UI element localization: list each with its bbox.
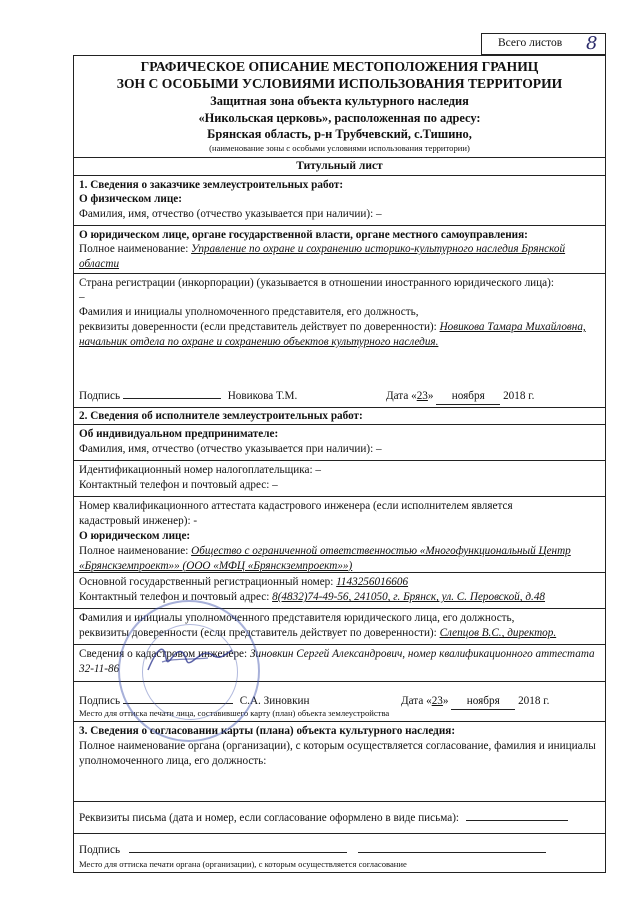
country-label: Страна регистрации (инкорпорации) (указывается в отношении иностранного юридического лица): (79, 276, 554, 289)
approval-sign-block (74, 834, 605, 872)
customer-date (386, 389, 534, 405)
contractor-sign-block (74, 682, 605, 722)
contractor-ogrn-block (74, 573, 605, 609)
contractor-date-month: ноября (466, 695, 500, 708)
customer-date-close: » (427, 389, 434, 402)
contractor-legal-name-label: Полное наименование: (79, 544, 192, 557)
title-sheet-label: Титульный лист (74, 158, 605, 176)
ip-contact-label: Контактный телефон и почтовый адрес: – (79, 479, 278, 492)
section-1-heading: 1. Сведения о заказчике землеустроительных работ: (79, 178, 344, 191)
sheet-count-label: Всего листов (498, 37, 563, 50)
contractor-sign-row (79, 694, 600, 709)
ogrn-value: 1143256016606 (336, 576, 409, 589)
title-line-1: ГРАФИЧЕСКОЕ ОПИСАНИЕ МЕСТОПОЛОЖЕНИЯ ГРАНИЦ (140, 59, 539, 74)
approval-stamp-note: Место для оттиска печати органа (организации), с которым осуществляется согласование (79, 859, 407, 870)
contractor-date-label: Дата « (401, 695, 432, 708)
contractor-rep-value: Слепцов В.С., директор. (439, 627, 557, 640)
customer-representative-block (74, 274, 605, 408)
contractor-date-day: 23 (431, 695, 443, 708)
subtitle-1: Защитная зона объекта культурного наследия (210, 93, 469, 108)
contractor-inn-block (74, 461, 605, 497)
contractor-date-close: » (442, 695, 449, 708)
customer-physical-block (74, 176, 605, 226)
rep-line-1: Фамилия и инициалы уполномоченного представителя, его должность, (79, 306, 419, 319)
header-note: (наименование зоны с особыми условиями использования территории) (209, 143, 470, 154)
section-2-heading: 2. Сведения об исполнителе землеустроительных работ: (74, 408, 605, 426)
contractor-sign-label: Подпись (79, 695, 121, 708)
contractor-date-month-line (451, 694, 515, 710)
contractor-contact-value: 8(4832)74-49-56, 241050, г. Брянск, ул. С. Перовской, д.48 (272, 591, 546, 604)
ip-heading: Об индивидуальном предпринимателе: (79, 428, 279, 441)
section-3-heading: 3. Сведения о согласовании карты (плана) объекта культурного наследия: (79, 725, 456, 738)
customer-legal-block (74, 226, 605, 274)
subtitle-2: «Никольская церковь», расположенная по адресу: (198, 110, 481, 125)
approval-sign-label: Подпись (79, 844, 121, 857)
ogrn-label: Основной государственный регистрационный номер: (79, 576, 337, 589)
ip-fio: Фамилия, имя, отчество (отчество указывается при наличии): – (79, 443, 382, 456)
cadastral-engineer-value: Зиновкин Сергей Александрович, номер квалификационного аттестата 32-11-86 (79, 648, 595, 676)
customer-date-year: 2018 г. (503, 389, 535, 402)
legal-name-label: Полное наименование: (79, 243, 192, 256)
contractor-rep-block (74, 609, 605, 645)
contractor-contact-label: Контактный телефон и почтовый адрес: (79, 591, 273, 604)
customer-sign-row (79, 389, 600, 404)
approval-letter-label: Реквизиты письма (дата и номер, если согласование оформлено в виде письма): (79, 812, 460, 825)
approval-letter-line (466, 820, 568, 821)
approval-text: Полное наименование органа (организации), с которым осуществляется согласование, фамилия и инициалы уполномоченного лица, его должность: (79, 740, 596, 768)
customer-date-day: 23 (416, 389, 428, 402)
customer-date-month: ноября (451, 389, 485, 402)
legal-name-value: Управление по охране и сохранению историко-культурного наследия Брянской области (79, 243, 566, 271)
sheet-count-box (481, 33, 606, 55)
contractor-rep-line-2: реквизиты доверенности (если представитель действует по доверенности): (79, 627, 440, 640)
approval-sign-row (79, 843, 546, 858)
qual-line-2: кадастровый инженер): - (79, 515, 198, 528)
contractor-legal-name-value: Общество с ограниченной ответственностью «Многофункциональный Центр «Брянскземпроект»» (ООО «МФЦ «Брянскземпроект»») (79, 544, 571, 572)
approval-letter-block (74, 802, 605, 834)
subtitle-3: Брянская область, р-н Трубчевский, с.Тишино, (207, 127, 472, 142)
physical-person-fio: Фамилия, имя, отчество (отчество указывается при наличии): – (79, 208, 382, 221)
rep-value: Новикова Тамара Михайловна, начальник отдела по охране и сохранению объектов культурного наследия. (79, 321, 586, 348)
contractor-ip-block (74, 425, 605, 461)
qual-line-1: Номер квалификационного аттестата кадастрового инженера (если исполнителем является (79, 500, 513, 513)
customer-date-month-line (436, 389, 500, 405)
contractor-date (401, 694, 549, 710)
document-frame (73, 55, 606, 873)
inn-label: Идентификационный номер налогоплательщика: – (79, 464, 321, 477)
title-line-2: ЗОН С ОСОБЫМИ УСЛОВИЯМИ ИСПОЛЬЗОВАНИЯ ТЕРРИТОРИИ (116, 75, 563, 91)
approval-sign-line (129, 852, 347, 853)
approval-block (74, 722, 605, 802)
customer-sign-line (123, 398, 221, 399)
customer-sign-name: Новикова Т.М. (227, 389, 298, 402)
physical-person-heading: О физическом лице: (79, 193, 182, 206)
approval-letter-row (79, 811, 568, 826)
contractor-rep-line-1: Фамилия и инициалы уполномоченного представителя юридического лица, его должность, (79, 612, 515, 625)
contractor-stamp-note: Место для оттиска печати лица, составившего карту (план) объекта землеустройства (79, 708, 390, 719)
rep-line-2: реквизиты доверенности (если представитель действует по доверенности): (79, 321, 440, 334)
legal-entity-heading: О юридическом лице, органе государственной власти, органе местного самоуправления: (79, 228, 528, 241)
approval-sign-line-2 (358, 852, 546, 853)
customer-sign-label: Подпись (79, 389, 121, 402)
cadastral-engineer-label: Сведения о кадастровом инженере: (79, 648, 250, 661)
contractor-legal-block (74, 497, 605, 573)
contractor-sign-name: С.А. Зиновкин (239, 695, 310, 708)
contractor-legal-heading: О юридическом лице: (79, 530, 191, 543)
contractor-date-year: 2018 г. (518, 695, 550, 708)
header-block (74, 56, 605, 158)
contractor-sign-line (123, 703, 233, 704)
customer-date-label: Дата « (386, 389, 417, 402)
country-value: – (79, 291, 85, 304)
sheet-count-value: 8 (586, 33, 598, 54)
cadastral-engineer-block (74, 645, 605, 682)
